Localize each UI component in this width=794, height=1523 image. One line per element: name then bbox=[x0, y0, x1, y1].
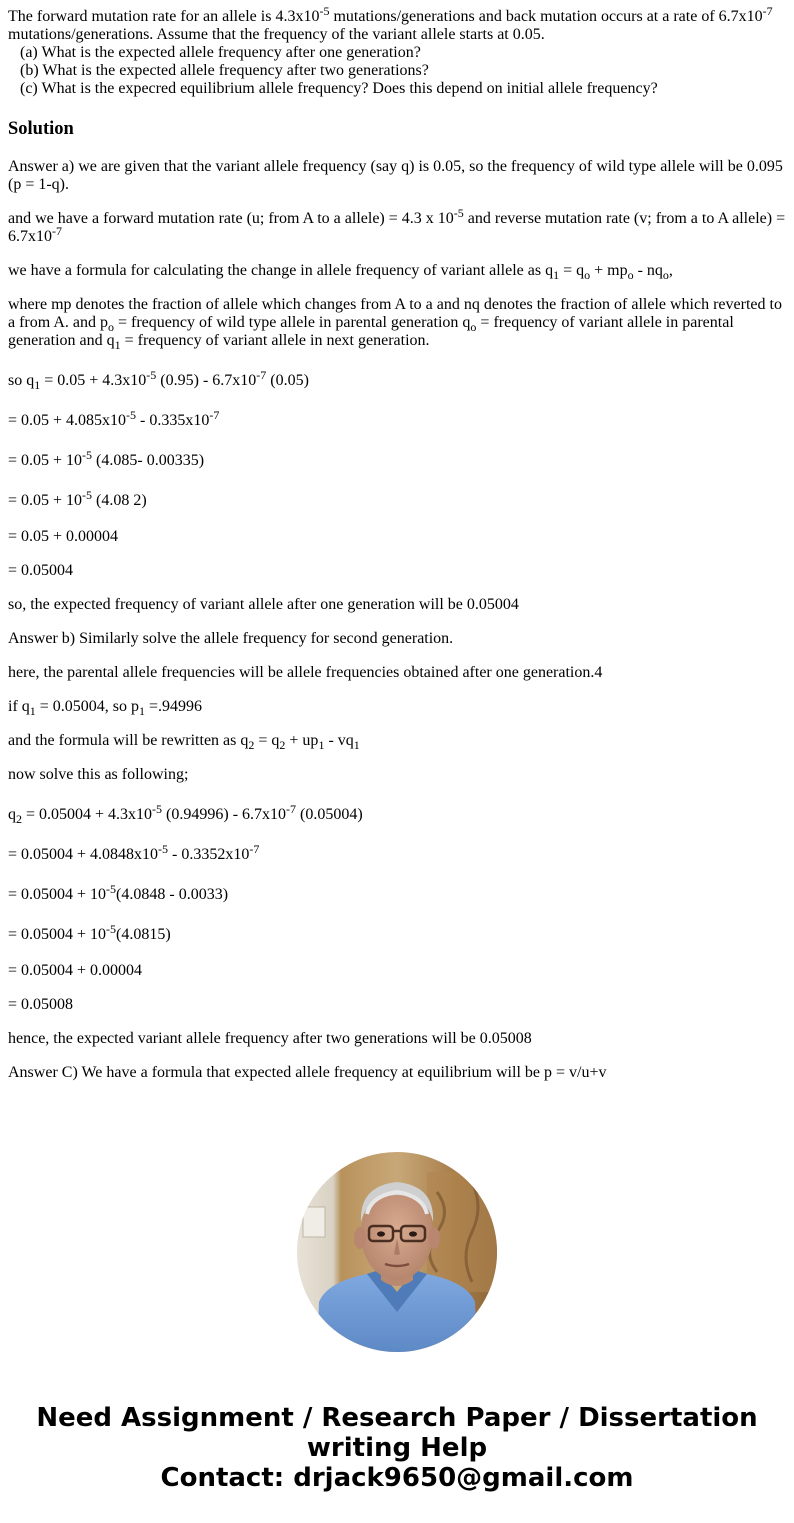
text: and the formula will be rewritten as q bbox=[8, 732, 249, 749]
subscript: 2 bbox=[248, 738, 255, 752]
equation-3 bbox=[8, 448, 786, 470]
equation-6: = 0.05004 bbox=[8, 562, 74, 579]
text: = q bbox=[254, 732, 280, 749]
text: (0.95) - 6.7x10 bbox=[156, 372, 257, 389]
text: = frequency of variant allele in next generation. bbox=[120, 332, 430, 349]
question-part-b: (b) What is the expected allele frequency after two generations? bbox=[20, 62, 429, 79]
exponent: -5 bbox=[106, 922, 117, 936]
text: - nq bbox=[633, 262, 663, 279]
conclusion-b: hence, the expected variant allele frequency after two generations will be 0.05008 bbox=[8, 1030, 532, 1047]
text: - 0.3352x10 bbox=[168, 846, 250, 863]
text: (4.0848 - 0.0033) bbox=[116, 886, 229, 903]
text: =.94996 bbox=[145, 698, 203, 715]
text: = 0.05 + 4.085x10 bbox=[8, 412, 127, 429]
answer-b-intro: Answer b) Similarly solve the allele frequency for second generation. bbox=[8, 630, 454, 647]
text: if q bbox=[8, 698, 30, 715]
subscript: 1 bbox=[318, 738, 325, 752]
equation-5: = 0.05 + 0.00004 bbox=[8, 528, 119, 545]
exponent: -7 bbox=[256, 368, 267, 382]
solution-body bbox=[8, 158, 786, 1082]
parental-note: here, the parental allele frequencies will be allele frequencies obtained after one generation.4 bbox=[8, 664, 603, 681]
subscript: o bbox=[662, 268, 669, 282]
text: + up bbox=[285, 732, 319, 749]
subscript: 2 bbox=[16, 812, 22, 826]
now-solve: now solve this as following; bbox=[8, 766, 189, 783]
subscript: 1 bbox=[114, 338, 121, 352]
text: = 0.05 + 10 bbox=[8, 492, 83, 509]
text: = q bbox=[559, 262, 585, 279]
equation-9 bbox=[8, 882, 786, 904]
answer-c: Answer C) We have a formula that expected allele frequency at equilibrium will be p = v/u+v bbox=[8, 1064, 607, 1081]
text: (4.08 2) bbox=[92, 492, 147, 509]
subscript: 1 bbox=[34, 378, 41, 392]
text: , bbox=[668, 262, 673, 279]
text: (0.05) bbox=[266, 372, 309, 389]
exponent: -7 bbox=[52, 224, 62, 238]
document-content bbox=[8, 4, 786, 1098]
text: we have a formula for calculating the change in allele frequency of variant allele as q bbox=[8, 262, 554, 279]
text: = 0.05 + 10 bbox=[8, 452, 83, 469]
text: so q bbox=[8, 372, 35, 389]
question-intro-end: mutations/generations. Assume that the frequency of the variant allele starts at 0.05. bbox=[8, 26, 545, 43]
subscript: 1 bbox=[29, 704, 36, 718]
exponent: -5 bbox=[82, 448, 93, 462]
text: (4.0815) bbox=[116, 926, 171, 943]
text: = 0.05004, so p bbox=[35, 698, 140, 715]
tutor-avatar bbox=[297, 1152, 497, 1352]
subscript: 1 bbox=[353, 738, 360, 752]
exponent: -7 bbox=[209, 408, 220, 422]
equation-11: = 0.05004 + 0.00004 bbox=[8, 962, 143, 979]
equation-4 bbox=[8, 488, 786, 510]
if-q1 bbox=[8, 698, 786, 716]
text: (4.085- 0.00335) bbox=[92, 452, 205, 469]
text: (0.94996) - 6.7x10 bbox=[162, 806, 287, 823]
promo-contact: Contact: drjack9650@gmail.com bbox=[160, 1463, 634, 1493]
equation-1 bbox=[8, 368, 786, 392]
text: - 0.335x10 bbox=[136, 412, 210, 429]
question-intro-cont: mutations/generations and back mutation occurs at a rate of 6.7x10 bbox=[329, 8, 763, 25]
exponent: -5 bbox=[146, 368, 157, 382]
exponent: -5 bbox=[126, 408, 137, 422]
formula-statement bbox=[8, 262, 786, 280]
formula-definitions bbox=[8, 296, 786, 350]
text: + mp bbox=[590, 262, 628, 279]
answer-a-intro: Answer a) we are given that the variant allele frequency (say q) is 0.05, so the frequency of wild type allele will be 0.095 (p = 1-q). bbox=[8, 158, 783, 193]
exponent: -7 bbox=[762, 4, 773, 18]
promo-line-1: Need Assignment / Research Paper / Dissertation bbox=[36, 1403, 758, 1433]
text: = 0.05 + 4.3x10 bbox=[40, 372, 147, 389]
subscript: o bbox=[470, 320, 477, 334]
subscript: o bbox=[107, 320, 114, 334]
mutation-rates bbox=[8, 206, 786, 246]
text: where mp denotes the fraction of allele which changes from A to a and nq denotes the fraction of allele which reverted to a from A. and p bbox=[8, 296, 782, 331]
promo-line-2: writing Help bbox=[306, 1433, 488, 1463]
text: q bbox=[8, 806, 16, 823]
text: and reverse mutation rate (v; from a to A allele) = 6.7x10 bbox=[8, 210, 786, 245]
question-part-a: (a) What is the expected allele frequency after one generation? bbox=[20, 44, 421, 61]
exponent: -7 bbox=[286, 802, 297, 816]
exponent: -5 bbox=[82, 488, 93, 502]
question-text bbox=[8, 4, 786, 98]
equation-10 bbox=[8, 922, 786, 944]
exponent: -5 bbox=[158, 842, 169, 856]
text: = 0.05004 + 4.0848x10 bbox=[8, 846, 159, 863]
promo-footer bbox=[0, 1403, 794, 1493]
exponent: -5 bbox=[319, 4, 330, 18]
exponent: -5 bbox=[152, 802, 163, 816]
text: (0.05004) bbox=[296, 806, 363, 823]
solution-heading: Solution bbox=[8, 119, 74, 139]
equation-2 bbox=[8, 408, 786, 430]
exponent: -5 bbox=[106, 882, 117, 896]
text: and we have a forward mutation rate (u; from A to a allele) = 4.3 x 10 bbox=[8, 210, 454, 227]
text: = 0.05004 + 10 bbox=[8, 886, 107, 903]
subscript: 1 bbox=[139, 704, 146, 718]
subscript: 2 bbox=[279, 738, 286, 752]
subscript: o bbox=[584, 268, 591, 282]
tutor-portrait-image bbox=[297, 1152, 497, 1352]
exponent: -7 bbox=[249, 842, 260, 856]
subscript: o bbox=[627, 268, 634, 282]
exponent: -5 bbox=[453, 206, 464, 220]
text: = frequency of wild type allele in parental generation q bbox=[113, 314, 471, 331]
question-part-c: (c) What is the expecred equilibrium allele frequency? Does this depend on initial allele frequency? bbox=[20, 80, 658, 97]
question-intro: The forward mutation rate for an allele is 4.3x10 bbox=[8, 8, 320, 25]
conclusion-a: so, the expected frequency of variant allele after one generation will be 0.05004 bbox=[8, 596, 519, 613]
equation-8 bbox=[8, 842, 786, 864]
text: = frequency of variant allele in parental generation and q bbox=[8, 314, 734, 349]
formula-rewrite bbox=[8, 732, 786, 750]
text: = 0.05004 + 10 bbox=[8, 926, 107, 943]
equation-12: = 0.05008 bbox=[8, 996, 74, 1013]
equation-7 bbox=[8, 802, 786, 826]
text: - vq bbox=[324, 732, 354, 749]
text: = 0.05004 + 4.3x10 bbox=[22, 806, 153, 823]
subscript: 1 bbox=[553, 268, 560, 282]
